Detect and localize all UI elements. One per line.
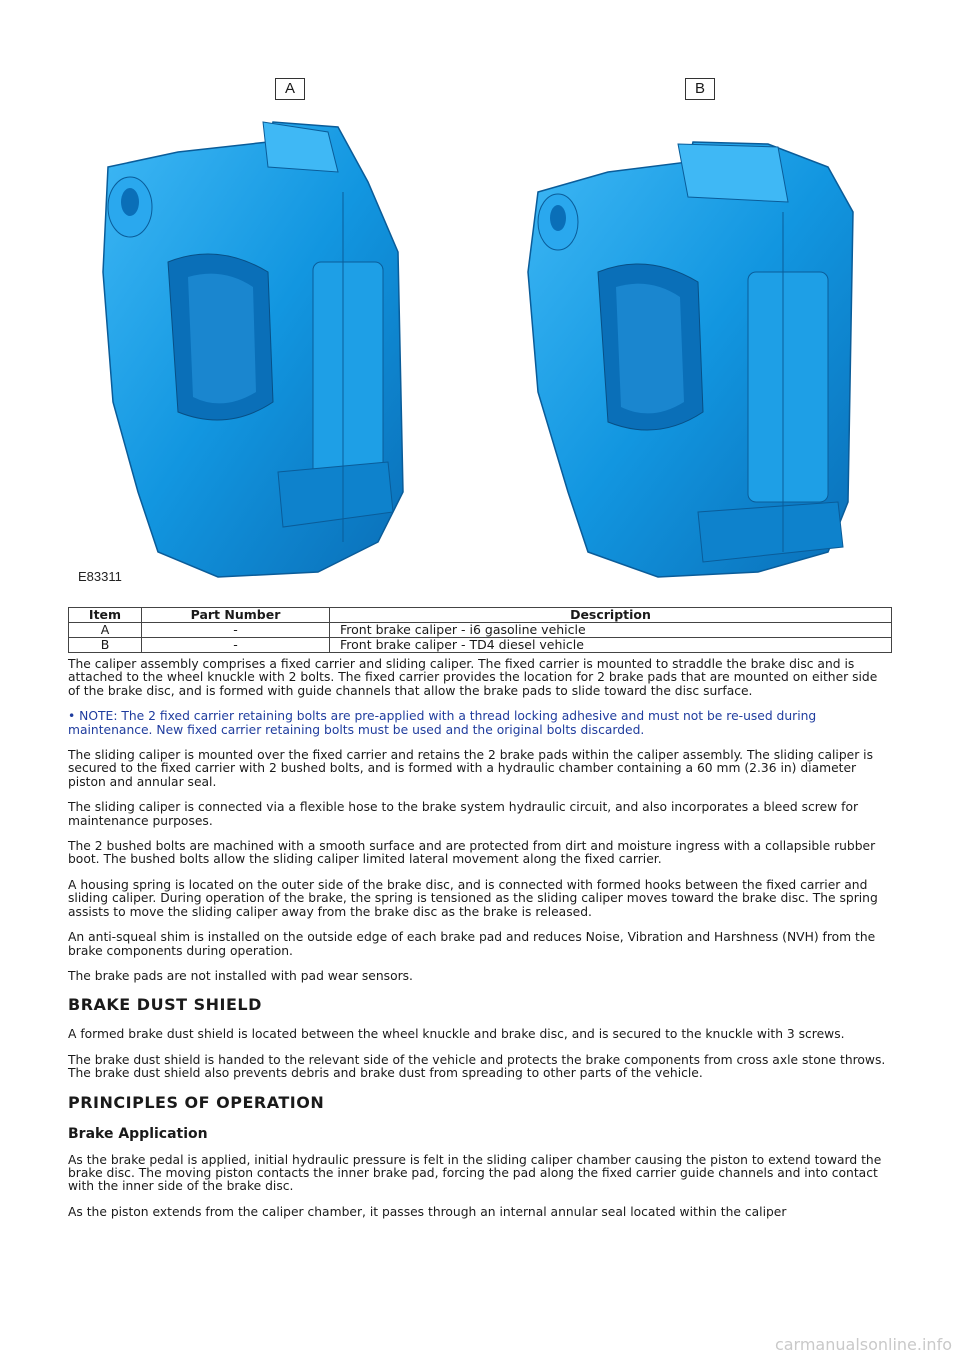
paragraph: The brake dust shield is handed to the relevant side of the vehicle and protects the brake components from cross axle stone throws. The brake dust shield also prevents debris and brake dust from spreading to other parts of the vehicle.	[68, 1052, 886, 1081]
parts-table	[68, 607, 892, 653]
table-row	[69, 623, 892, 638]
watermark: carmanualsonline.info	[774, 1335, 952, 1354]
header-description: Description	[330, 608, 892, 623]
paragraph: As the brake pedal is applied, initial hydraulic pressure is felt in the sliding caliper chamber causing the piston to extend toward the brake disc. The moving piston contacts the inner brake pad, forcing the pad along the fixed carrier guide channels and into contact with the inner side of the brake disc.	[68, 1152, 882, 1194]
cell-item: A	[69, 623, 142, 638]
paragraph: A formed brake dust shield is located between the wheel knuckle and brake disc, and is secured to the knuckle with 3 screws.	[68, 1027, 845, 1042]
cell-description: Front brake caliper - i6 gasoline vehicle	[330, 623, 892, 638]
figure-code: E83311	[78, 569, 122, 584]
paragraph: The sliding caliper is mounted over the fixed carrier and retains the 2 brake pads within the caliper assembly. The sliding caliper is secured to the fixed carrier with 2 bushed bolts, and is formed with a hydraulic chamber containing a 60 mm (2.36 in) diameter piston and annular seal.	[68, 748, 873, 789]
paragraph: A housing spring is located on the outer side of the brake disc, and is connected with formed hooks between the fixed carrier and sliding caliper. During operation of the brake, the spring is tensioned as the sliding caliper moves toward the brake disc. The spring assists to move the sliding caliper away from the brake disc as the brake is released.	[68, 877, 878, 919]
table-header-row	[69, 608, 892, 623]
table-row	[69, 638, 892, 653]
header-item: Item	[69, 608, 142, 623]
section-heading-principles: PRINCIPLES OF OPERATION	[68, 1092, 325, 1112]
cell-description: Front brake caliper - TD4 diesel vehicle	[330, 638, 892, 653]
caliper-illustration	[68, 72, 892, 594]
figure-label-a: A	[275, 78, 305, 100]
cell-item: B	[69, 638, 142, 653]
paragraph: The caliper assembly comprises a fixed carrier and sliding caliper. The fixed carrier is mounted to straddle the brake disc and is attached to the wheel knuckle with 2 bolts. The fixed carrier provides the location for 2 brake pads that are mounted on either side of the brake disc, and is formed with guide channels that allow the brake pads to slide toward the disc surface.	[68, 657, 878, 698]
caliper-b	[528, 142, 853, 577]
paragraph: The 2 bushed bolts are machined with a smooth surface and are protected from dirt and moisture ingress with a collapsible rubber boot. The bushed bolts allow the sliding caliper limited lateral movement along the fixed carrier.	[68, 839, 876, 867]
header-part-number: Part Number	[142, 608, 330, 623]
caliper-drawing	[68, 72, 892, 594]
body-text	[68, 658, 892, 1231]
cell-part-number: -	[142, 623, 330, 638]
paragraph: As the piston extends from the caliper chamber, it passes through an internal annular seal located within the caliper	[68, 1204, 787, 1219]
section-heading-dust-shield: BRAKE DUST SHIELD	[68, 995, 262, 1015]
paragraph: An anti-squeal shim is installed on the outside edge of each brake pad and reduces Noise, Vibration and Harshness (NVH) from the brake components during operation.	[68, 930, 876, 958]
paragraph: The sliding caliper is connected via a flexible hose to the brake system hydraulic circuit, and also incorporates a bleed screw for maintenance purposes.	[68, 800, 859, 828]
figure-label-b: B	[685, 78, 715, 100]
subheading-brake-application: Brake Application	[68, 1125, 208, 1142]
caliper-a	[103, 122, 403, 577]
cell-part-number: -	[142, 638, 330, 653]
paragraph: The brake pads are not installed with pad wear sensors.	[68, 968, 413, 983]
note-paragraph: • NOTE: The 2 fixed carrier retaining bolts are pre-applied with a thread locking adhesive and must not be re-used during maintenance. New fixed carrier retaining bolts must be used and the original bolts discarded.	[68, 709, 817, 737]
